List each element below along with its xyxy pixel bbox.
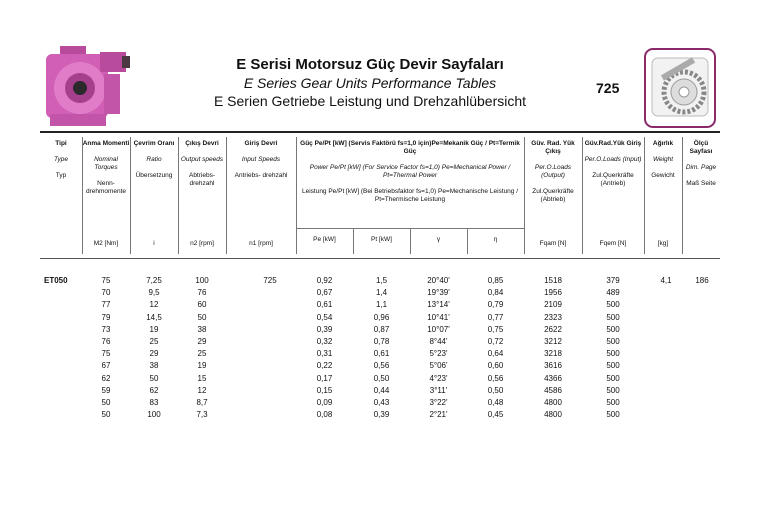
column-divider bbox=[644, 137, 645, 254]
table-cell: 83 bbox=[149, 398, 159, 407]
table-cell: 19 bbox=[197, 361, 207, 371]
col-head-line: Güv. Rad. Yük Çıkış bbox=[531, 140, 575, 155]
table-cell: 0,48 bbox=[487, 398, 504, 407]
table-cell: 50 bbox=[101, 410, 111, 420]
column-divider bbox=[682, 137, 683, 254]
col-head-line: Ağırlık bbox=[652, 140, 674, 147]
table-cell: 0,54 bbox=[316, 312, 333, 322]
table-cell: 13°14' bbox=[427, 300, 450, 310]
col-head-type bbox=[40, 140, 82, 180]
table-cell: 15 bbox=[197, 373, 207, 383]
col-head-weight bbox=[644, 140, 682, 180]
table-cell: 1956 bbox=[544, 288, 562, 298]
col-head-line: Gewicht bbox=[651, 172, 675, 179]
table-cell: 0,96 bbox=[373, 312, 390, 322]
table-cell: 0,67 bbox=[316, 288, 333, 298]
table-cell: 29 bbox=[149, 349, 159, 359]
table-cell: 25 bbox=[197, 349, 207, 359]
col-head-line: Per.O.Loads (Input) bbox=[584, 156, 642, 163]
table-cell: 4586 bbox=[544, 385, 562, 395]
table-cell: 77 bbox=[101, 300, 111, 310]
table-cell: 38 bbox=[197, 324, 207, 334]
table-cell: 0,61 bbox=[373, 349, 390, 359]
table-cell: 500 bbox=[606, 385, 620, 395]
col-head-line: Nenn- drehmomente bbox=[85, 180, 127, 195]
table-cell: 5°06' bbox=[429, 361, 448, 371]
table-cell: 0,56 bbox=[487, 373, 504, 383]
col-head-line: Per.O.Loads (Output) bbox=[534, 164, 572, 179]
table-cell: 500 bbox=[606, 312, 620, 322]
table-cell: 76 bbox=[197, 288, 207, 298]
col-head-line: Typ bbox=[55, 172, 67, 179]
dim-page-value: 186 bbox=[695, 276, 709, 285]
title-turkish: E Serisi Motorsuz Güç Devir Sayfaları bbox=[236, 56, 504, 73]
table-cell: 5°23' bbox=[429, 349, 448, 359]
header-rule bbox=[40, 131, 720, 133]
table-cell: 2°21' bbox=[429, 410, 448, 420]
table-cell: 29 bbox=[197, 337, 207, 346]
table-cell: 0,22 bbox=[316, 361, 333, 371]
table-cell: 379 bbox=[606, 276, 620, 285]
table-cell: 1,4 bbox=[375, 288, 388, 298]
table-cell: 500 bbox=[606, 410, 620, 420]
table-cell: 19 bbox=[149, 324, 159, 334]
table-cell: 2109 bbox=[544, 300, 562, 310]
table-cell: 0,61 bbox=[316, 300, 333, 310]
col-head-line: Çevrim Oranı bbox=[133, 140, 175, 147]
table-cell: 67 bbox=[101, 361, 111, 371]
table-cell: 0,50 bbox=[373, 373, 390, 383]
table-cell: 3°22' bbox=[429, 398, 448, 407]
table-cell: 4°23' bbox=[429, 373, 448, 383]
col-head-power bbox=[296, 140, 524, 204]
table-cell: 70 bbox=[101, 288, 111, 298]
col-unit-in_load: Fqem [N] bbox=[599, 240, 627, 247]
weight-value: 4,1 bbox=[660, 276, 672, 285]
power-sub-head: Pe [kW] bbox=[313, 236, 336, 243]
table-cell: 3°11' bbox=[429, 385, 448, 395]
page-number: 725 bbox=[596, 80, 620, 96]
column-divider bbox=[82, 137, 83, 254]
col-head-line: Übersetzung bbox=[135, 172, 173, 179]
table-cell: 489 bbox=[606, 288, 620, 298]
table-cell: 75 bbox=[101, 349, 111, 359]
col-head-line: Güv.Rad.Yük Giriş bbox=[584, 140, 642, 147]
col-head-line: Dim. Page bbox=[685, 164, 717, 171]
col-unit-weight: [kg] bbox=[657, 240, 669, 247]
table-cell: 3616 bbox=[544, 361, 562, 371]
col-head-line: Input Speeds bbox=[241, 156, 281, 163]
table-cell: 0,45 bbox=[487, 410, 504, 420]
table-cell: 0,75 bbox=[487, 324, 504, 334]
power-sub-divider bbox=[296, 228, 524, 229]
table-cell: 0,31 bbox=[316, 349, 333, 359]
table-cell: 10°07' bbox=[427, 324, 450, 334]
table-cell: 500 bbox=[606, 300, 620, 310]
power-sub-divider bbox=[467, 229, 468, 254]
table-cell: 0,85 bbox=[487, 276, 504, 285]
table-cell: 20°40' bbox=[427, 276, 450, 285]
table-cell: 0,43 bbox=[373, 398, 390, 407]
table-cell: 60 bbox=[197, 300, 207, 310]
table-cell: 500 bbox=[606, 398, 620, 407]
col-unit-input: n1 [rpm] bbox=[249, 240, 273, 247]
table-cell: 0,39 bbox=[316, 324, 333, 334]
col-head-line: Giriş Devri bbox=[244, 140, 278, 147]
table-cell: 38 bbox=[149, 361, 159, 371]
table-cell: 8°44' bbox=[429, 337, 448, 346]
table-cell: 1,5 bbox=[375, 276, 388, 285]
col-head-line: Leistung Pe/Pt [kW] (Bei Betriebsfaktor fs=1,0) Pe=Mechanische Leistung / Pt=Thermische Leistung bbox=[301, 188, 519, 203]
power-sub-head: Pt [kW] bbox=[371, 236, 392, 243]
col-head-ratio bbox=[130, 140, 178, 180]
table-cell: 0,84 bbox=[487, 288, 504, 298]
table-cell: 79 bbox=[101, 312, 111, 322]
table-cell: 62 bbox=[149, 385, 159, 395]
table-cell: 3212 bbox=[544, 337, 562, 346]
column-divider bbox=[226, 137, 227, 254]
column-divider bbox=[296, 137, 297, 254]
table-cell: 0,15 bbox=[316, 385, 333, 395]
col-head-dim bbox=[682, 140, 720, 188]
power-sub-divider bbox=[410, 229, 411, 254]
brand-logo bbox=[644, 48, 716, 128]
table-cell: 0,09 bbox=[316, 398, 333, 407]
power-sub-head: γ bbox=[436, 236, 441, 243]
table-cell: 76 bbox=[101, 337, 111, 346]
table-cell: 10°41' bbox=[427, 312, 450, 322]
title-english: E Series Gear Units Performance Tables bbox=[243, 75, 497, 91]
col-unit-out_load: Fqam [N] bbox=[539, 240, 567, 247]
table-cell: 7,3 bbox=[196, 410, 208, 420]
power-sub-divider bbox=[353, 229, 354, 254]
table-cell: 0,56 bbox=[373, 361, 390, 371]
table-cell: 50 bbox=[149, 373, 159, 383]
table-cell: 3218 bbox=[544, 349, 562, 359]
gearbox-photo-icon bbox=[40, 44, 132, 136]
table-cell: 59 bbox=[101, 385, 111, 395]
col-head-input bbox=[226, 140, 296, 180]
table-cell: 500 bbox=[606, 373, 620, 383]
table-cell: 0,92 bbox=[316, 276, 333, 285]
table-cell: 62 bbox=[101, 373, 111, 383]
table-cell: 0,39 bbox=[373, 410, 390, 420]
table-cell: 0,32 bbox=[316, 337, 333, 346]
table-cell: 0,44 bbox=[373, 385, 390, 395]
table-cell: 0,77 bbox=[487, 312, 504, 322]
col-head-line: Anma Momenti bbox=[82, 140, 130, 147]
col-head-line: Maß Seite bbox=[686, 180, 716, 187]
col-head-line: Abtriebs- drehzahl bbox=[188, 172, 215, 187]
header-bottom-rule bbox=[40, 258, 720, 259]
col-head-line: Zul.Querkräfte (Antrieb) bbox=[592, 172, 634, 187]
col-unit-ratio: i bbox=[153, 240, 155, 247]
table-cell: 25 bbox=[149, 337, 159, 346]
col-unit-torque: M2 [Nm] bbox=[93, 240, 119, 247]
table-cell: 12 bbox=[197, 385, 207, 395]
col-head-line: Antriebs- drehzahl bbox=[234, 172, 288, 179]
table-cell: 12 bbox=[149, 300, 159, 310]
table-cell: 4800 bbox=[544, 410, 562, 420]
table-cell: 2323 bbox=[544, 312, 562, 322]
table-cell: 500 bbox=[606, 337, 620, 346]
table-cell: 0,60 bbox=[487, 361, 504, 371]
table-cell: 75 bbox=[101, 276, 111, 285]
col-head-line: Weight bbox=[652, 156, 674, 163]
title-block bbox=[160, 56, 580, 110]
table-cell: 0,87 bbox=[373, 324, 390, 334]
gear-logo-icon bbox=[646, 50, 714, 126]
col-head-line: Ratio bbox=[146, 156, 162, 163]
table-cell: 19°39' bbox=[427, 288, 450, 298]
table-cell: 1,1 bbox=[375, 300, 388, 310]
column-divider bbox=[130, 137, 131, 254]
col-head-in_load bbox=[582, 140, 644, 188]
table-cell: 100 bbox=[147, 410, 161, 420]
col-head-out_load bbox=[524, 140, 582, 204]
col-head-line: Zul.Querkräfte (Abtrieb) bbox=[532, 188, 574, 203]
column-divider bbox=[178, 137, 179, 254]
table-cell: 100 bbox=[195, 276, 209, 285]
table-cell: 7,25 bbox=[146, 276, 162, 285]
table-cell: 500 bbox=[606, 324, 620, 334]
table-cell: 14,5 bbox=[146, 312, 162, 322]
table-cell: 8,7 bbox=[196, 398, 208, 407]
table-cell: 500 bbox=[606, 349, 620, 359]
model-label: ET050 bbox=[44, 276, 68, 285]
col-head-line: Ölçü Sayfası bbox=[689, 140, 713, 155]
col-head-line: Output speeds bbox=[180, 156, 224, 163]
table-cell: 0,78 bbox=[373, 337, 390, 346]
col-head-line: Tipi bbox=[55, 140, 67, 147]
table-cell: 9,5 bbox=[148, 288, 160, 298]
table-cell: 0,08 bbox=[316, 410, 333, 420]
table-cell: 50 bbox=[101, 398, 111, 407]
table-cell: 4800 bbox=[544, 398, 562, 407]
col-head-line: Power Pe/Pt [kW] (For Service Factor fs=1,0) Pe=Mechanical Power / Pt=Thermal Power bbox=[309, 164, 511, 179]
col-head-line: Güç Pe/Pt [kW] (Servis Faktörü fs=1,0 için)Pe=Mekanik Güç / Pt=Termik Güç bbox=[300, 140, 520, 155]
table-cell: 73 bbox=[101, 324, 111, 334]
col-head-line: Çıkış Devri bbox=[185, 140, 219, 147]
power-sub-head: η bbox=[493, 236, 498, 243]
table-cell: 500 bbox=[606, 361, 620, 371]
col-head-line: Type bbox=[54, 156, 68, 163]
table-cell: 0,50 bbox=[487, 385, 504, 395]
table-cell: 4366 bbox=[544, 373, 562, 383]
col-head-torque bbox=[82, 140, 130, 196]
table-cell: 2622 bbox=[544, 324, 562, 334]
col-head-output bbox=[178, 140, 226, 188]
col-unit-output: n2 [rpm] bbox=[190, 240, 214, 247]
table-cell: 0,17 bbox=[316, 373, 333, 383]
table-cell: 50 bbox=[197, 312, 207, 322]
input-speed-value: 725 bbox=[263, 276, 277, 285]
table-cell: 0,79 bbox=[487, 300, 504, 310]
title-german: E Serien Getriebe Leistung und Drehzahlübersicht bbox=[213, 93, 527, 109]
column-divider bbox=[582, 137, 583, 254]
col-head-line: Nominal Torques bbox=[94, 156, 118, 171]
table-cell: 1518 bbox=[544, 276, 562, 285]
table-cell: 0,64 bbox=[487, 349, 504, 359]
table-cell: 0,72 bbox=[487, 337, 504, 346]
column-divider bbox=[524, 137, 525, 254]
